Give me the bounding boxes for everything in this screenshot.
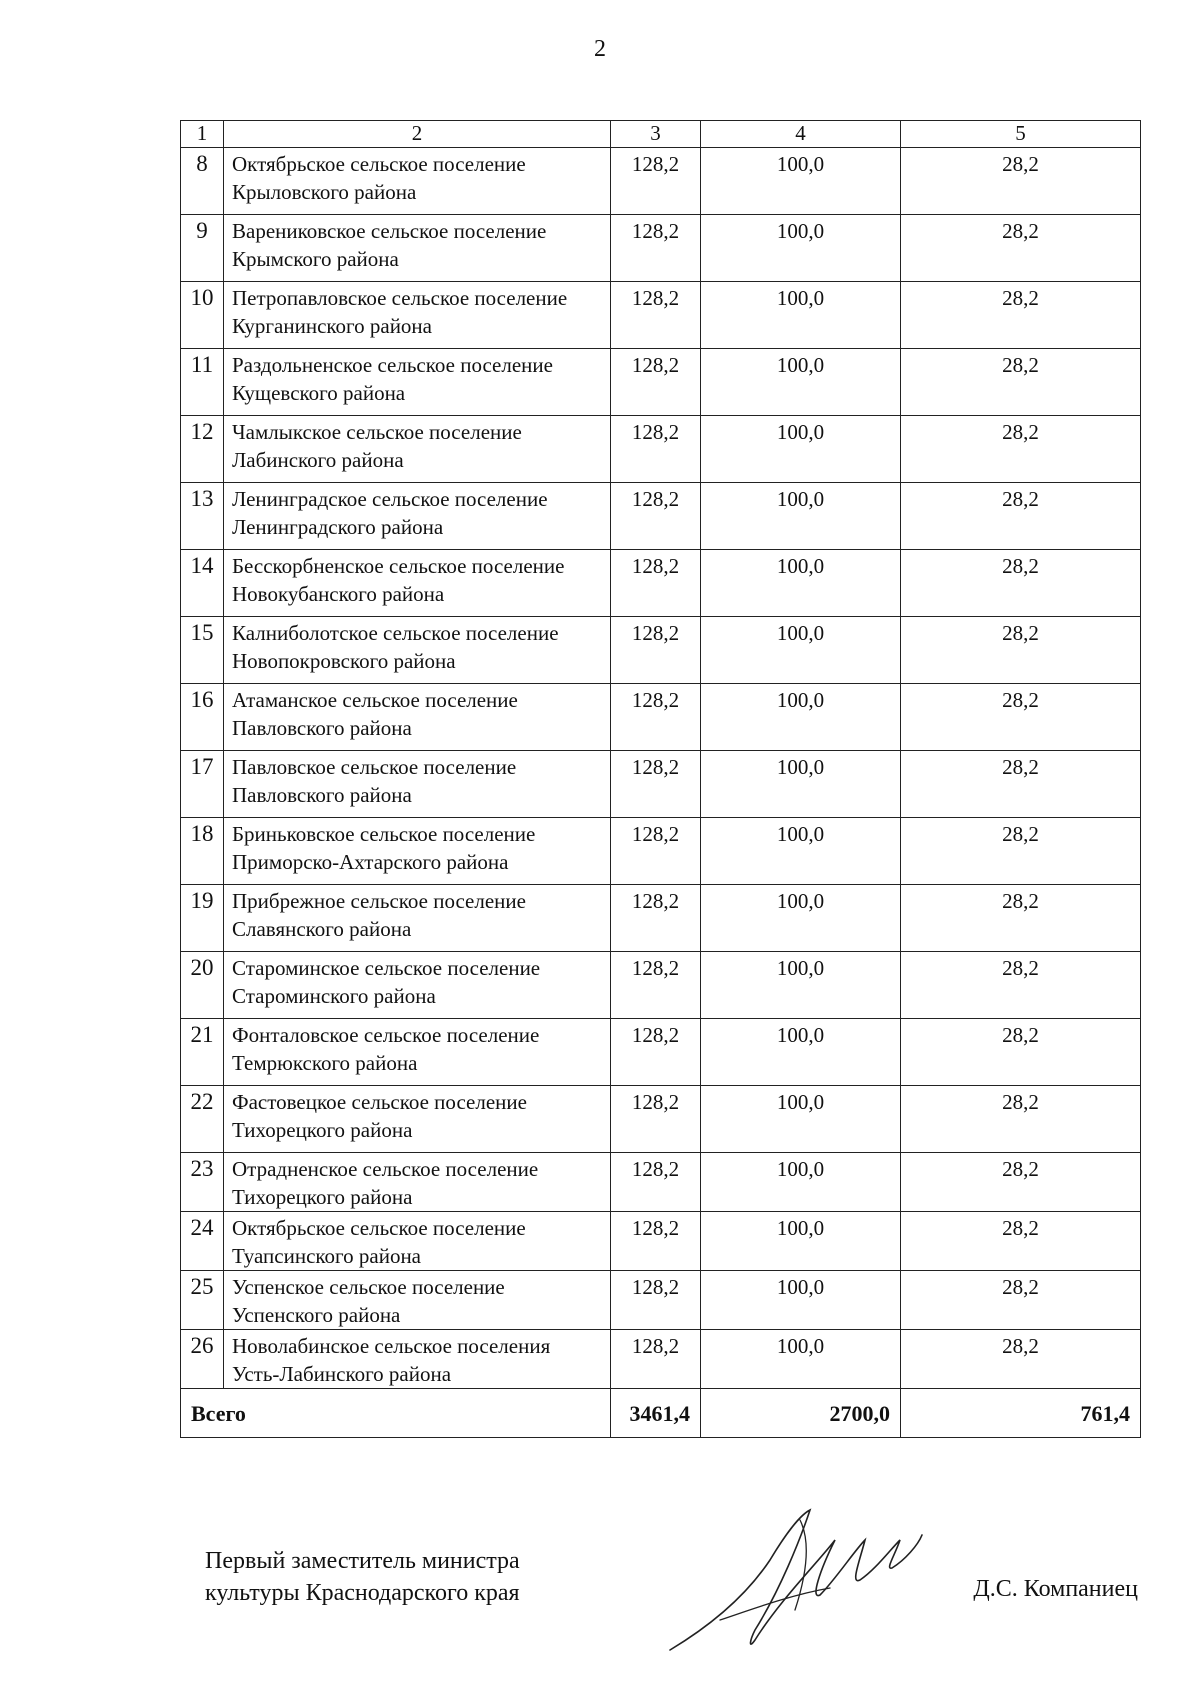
value-col-4: 100,0 [701,684,901,751]
table-row [181,1086,1141,1153]
settlement-name-line-2: Курганинского района [232,314,432,338]
value-col-4: 100,0 [701,1271,901,1330]
settlement-name-line-1: Новолабинское сельское поселения [232,1334,551,1358]
table-row [181,617,1141,684]
settlement-name [224,1212,611,1271]
settlement-name-line-1: Калниболотское сельское поселение [232,621,559,645]
value-col-5: 28,2 [901,1271,1141,1330]
settlement-name [224,416,611,483]
table-row [181,751,1141,818]
row-number: 25 [181,1271,224,1330]
settlement-name-line-1: Отрадненское сельское поселение [232,1157,539,1181]
position-line-1: Первый заместитель министра [205,1548,520,1574]
settlement-name-line-1: Октябрьское сельское поселение [232,1216,526,1240]
value-col-4: 100,0 [701,751,901,818]
header-col-1: 1 [181,121,224,148]
settlement-name-line-2: Темрюкского района [232,1051,418,1075]
value-col-3: 128,2 [611,818,701,885]
value-col-3: 128,2 [611,349,701,416]
position-line-2: культуры Краснодарского края [205,1580,520,1606]
signatory-name: Д.С. Компаниец [973,1576,1138,1602]
settlement-name-line-1: Ленинградское сельское поселение [232,487,548,511]
value-col-4: 100,0 [701,952,901,1019]
row-number: 10 [181,282,224,349]
value-col-5: 28,2 [901,818,1141,885]
value-col-5: 28,2 [901,1153,1141,1212]
settlement-name [224,952,611,1019]
value-col-3: 128,2 [611,1153,701,1212]
table-row [181,818,1141,885]
total-row [181,1389,1141,1438]
header-col-4: 4 [701,121,901,148]
settlement-name-line-2: Крымского района [232,247,399,271]
value-col-4: 100,0 [701,416,901,483]
value-col-3: 128,2 [611,148,701,215]
value-col-5: 28,2 [901,885,1141,952]
row-number: 21 [181,1019,224,1086]
value-col-3: 128,2 [611,550,701,617]
settlement-name-line-1: Павловское сельское поселение [232,755,517,779]
row-number: 23 [181,1153,224,1212]
settlement-name-line-1: Петропавловское сельское поселение [232,286,568,310]
value-col-4: 100,0 [701,483,901,550]
value-col-3: 128,2 [611,885,701,952]
settlement-name-line-2: Славянского района [232,917,412,941]
value-col-5: 28,2 [901,952,1141,1019]
table-row [181,1271,1141,1330]
settlement-name-line-2: Успенского района [232,1303,401,1327]
settlement-name [224,1086,611,1153]
row-number: 18 [181,818,224,885]
row-number: 17 [181,751,224,818]
allocation-table [180,120,1141,1438]
value-col-4: 100,0 [701,885,901,952]
value-col-3: 128,2 [611,617,701,684]
settlement-name [224,148,611,215]
table-row [181,215,1141,282]
value-col-5: 28,2 [901,282,1141,349]
value-col-4: 100,0 [701,1019,901,1086]
table-row [181,1019,1141,1086]
table-row [181,1212,1141,1271]
row-number: 20 [181,952,224,1019]
value-col-5: 28,2 [901,483,1141,550]
page-number: 2 [594,36,606,62]
settlement-name-line-1: Раздольненское сельское поселение [232,353,553,377]
settlement-name [224,349,611,416]
settlement-name-line-2: Ленинградского района [232,515,444,539]
settlement-name [224,885,611,952]
value-col-3: 128,2 [611,751,701,818]
settlement-name [224,550,611,617]
table-row [181,416,1141,483]
value-col-3: 128,2 [611,684,701,751]
value-col-4: 100,0 [701,1330,901,1389]
settlement-name [224,751,611,818]
value-col-5: 28,2 [901,1086,1141,1153]
value-col-3: 128,2 [611,1212,701,1271]
settlement-name-line-2: Тихорецкого района [232,1118,413,1142]
row-number: 12 [181,416,224,483]
value-col-4: 100,0 [701,215,901,282]
value-col-4: 100,0 [701,349,901,416]
table-row [181,684,1141,751]
header-col-3: 3 [611,121,701,148]
handwritten-signature [660,1500,930,1680]
settlement-name-line-2: Кущевского района [232,381,406,405]
settlement-name [224,818,611,885]
row-number: 16 [181,684,224,751]
settlement-name-line-1: Бриньковское сельское поселение [232,822,536,846]
value-col-4: 100,0 [701,148,901,215]
value-col-4: 100,0 [701,617,901,684]
value-col-4: 100,0 [701,1153,901,1212]
settlement-name-line-1: Бесскорбненское сельское поселение [232,554,565,578]
settlement-name-line-1: Чамлыкское сельское поселение [232,420,522,444]
settlement-name-line-1: Атаманское сельское поселение [232,688,518,712]
value-col-3: 128,2 [611,1086,701,1153]
value-col-3: 128,2 [611,1271,701,1330]
settlement-name-line-2: Крыловского района [232,180,417,204]
settlement-name [224,483,611,550]
header-col-2: 2 [224,121,611,148]
row-number: 13 [181,483,224,550]
row-number: 19 [181,885,224,952]
value-col-4: 100,0 [701,818,901,885]
value-col-5: 28,2 [901,215,1141,282]
value-col-5: 28,2 [901,1019,1141,1086]
settlement-name-line-2: Новопокровского района [232,649,456,673]
value-col-4: 100,0 [701,282,901,349]
settlement-name [224,684,611,751]
value-col-4: 100,0 [701,1212,901,1271]
settlement-name-line-2: Павловского района [232,716,412,740]
settlement-name-line-1: Варениковское сельское поселение [232,219,547,243]
total-v3: 3461,4 [611,1389,701,1438]
value-col-4: 100,0 [701,1086,901,1153]
value-col-5: 28,2 [901,416,1141,483]
settlement-name [224,215,611,282]
table-row [181,885,1141,952]
settlement-name [224,1330,611,1389]
value-col-3: 128,2 [611,282,701,349]
settlement-name [224,282,611,349]
table-row [181,349,1141,416]
value-col-5: 28,2 [901,550,1141,617]
row-number: 8 [181,148,224,215]
settlement-name-line-1: Октябрьское сельское поселение [232,152,526,176]
value-col-5: 28,2 [901,1212,1141,1271]
row-number: 26 [181,1330,224,1389]
settlement-name [224,1019,611,1086]
settlement-name-line-2: Лабинского района [232,448,404,472]
settlement-name-line-2: Павловского района [232,783,412,807]
row-number: 24 [181,1212,224,1271]
settlement-name-line-1: Фонталовское сельское поселение [232,1023,540,1047]
table-row [181,148,1141,215]
row-number: 22 [181,1086,224,1153]
total-v4: 2700,0 [701,1389,901,1438]
settlement-name-line-1: Фастовецкое сельское поселение [232,1090,527,1114]
value-col-5: 28,2 [901,1330,1141,1389]
settlement-name-line-2: Приморско-Ахтарского района [232,850,509,874]
value-col-3: 128,2 [611,1330,701,1389]
settlement-name-line-1: Успенское сельское поселение [232,1275,505,1299]
row-number: 15 [181,617,224,684]
settlement-name-line-2: Туапсинского района [232,1244,421,1268]
settlement-name-line-1: Прибрежное сельское поселение [232,889,526,913]
value-col-5: 28,2 [901,751,1141,818]
value-col-3: 128,2 [611,952,701,1019]
signatory-position [205,1545,520,1609]
value-col-5: 28,2 [901,617,1141,684]
settlement-name-line-2: Усть-Лабинского района [232,1362,452,1386]
settlement-name [224,1153,611,1212]
total-label: Всего [181,1389,611,1438]
value-col-3: 128,2 [611,483,701,550]
value-col-4: 100,0 [701,550,901,617]
table-row [181,952,1141,1019]
table-row [181,1330,1141,1389]
value-col-5: 28,2 [901,148,1141,215]
value-col-5: 28,2 [901,684,1141,751]
row-number: 11 [181,349,224,416]
table-row [181,483,1141,550]
value-col-3: 128,2 [611,416,701,483]
header-col-5: 5 [901,121,1141,148]
settlement-name-line-2: Тихорецкого района [232,1185,413,1209]
table-row [181,282,1141,349]
settlement-name-line-2: Новокубанского района [232,582,445,606]
settlement-name [224,1271,611,1330]
settlement-name-line-1: Староминское сельское поселение [232,956,541,980]
value-col-3: 128,2 [611,1019,701,1086]
value-col-5: 28,2 [901,349,1141,416]
row-number: 14 [181,550,224,617]
total-v5: 761,4 [901,1389,1141,1438]
value-col-3: 128,2 [611,215,701,282]
settlement-name-line-2: Староминского района [232,984,436,1008]
table-row [181,1153,1141,1212]
settlement-name [224,617,611,684]
table-row [181,550,1141,617]
table-header-row [181,121,1141,148]
row-number: 9 [181,215,224,282]
